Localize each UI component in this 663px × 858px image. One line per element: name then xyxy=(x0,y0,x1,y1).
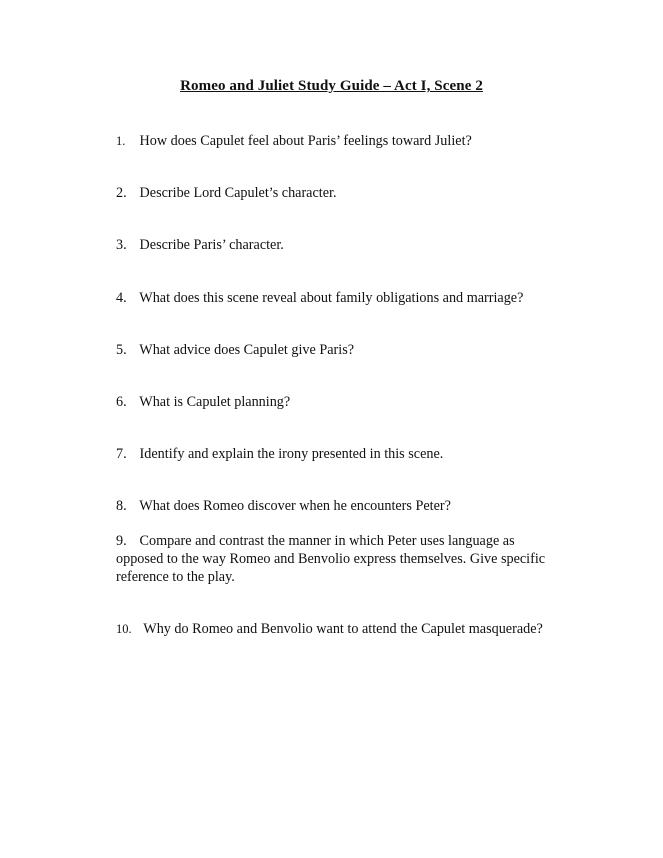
question-10 xyxy=(116,620,556,638)
question-number: 10. xyxy=(116,622,132,636)
question-number: 7. xyxy=(116,446,127,462)
question-number: 8. xyxy=(116,498,127,514)
question-text: What does Romeo discover when he encounters Peter? xyxy=(139,498,451,514)
question-8 xyxy=(116,497,556,515)
question-text: What advice does Capulet give Paris? xyxy=(139,342,355,358)
question-number: 9. xyxy=(116,533,127,549)
question-number: 2. xyxy=(116,185,127,201)
question-text: Identify and explain the irony presented in this scene. xyxy=(139,446,444,462)
question-3 xyxy=(116,236,556,254)
question-text: How does Capulet feel about Paris’ feelings toward Juliet? xyxy=(139,133,472,149)
question-6 xyxy=(116,393,556,411)
page-title: Romeo and Juliet Study Guide – Act I, Scene 2 xyxy=(180,78,483,94)
question-7 xyxy=(116,445,556,463)
question-text: What does this scene reveal about family obligations and marriage? xyxy=(139,290,524,306)
question-text: Describe Paris’ character. xyxy=(139,237,284,253)
question-4 xyxy=(116,289,556,307)
question-text: Compare and contrast the manner in which Peter uses language as opposed to the way Romeo and Benvolio express themselves. Give specific reference to the play. xyxy=(116,533,546,585)
question-number: 1. xyxy=(116,134,126,148)
question-text: What is Capulet planning? xyxy=(139,394,291,410)
question-number: 6. xyxy=(116,394,127,410)
question-5 xyxy=(116,341,556,359)
question-1 xyxy=(116,132,556,150)
question-number: 5. xyxy=(116,342,127,358)
question-text: Describe Lord Capulet’s character. xyxy=(139,185,337,201)
question-number: 4. xyxy=(116,290,127,306)
question-number: 3. xyxy=(116,237,127,253)
question-text: Why do Romeo and Benvolio want to attend the Capulet masquerade? xyxy=(143,621,543,637)
question-9 xyxy=(116,532,556,586)
question-2 xyxy=(116,184,556,202)
